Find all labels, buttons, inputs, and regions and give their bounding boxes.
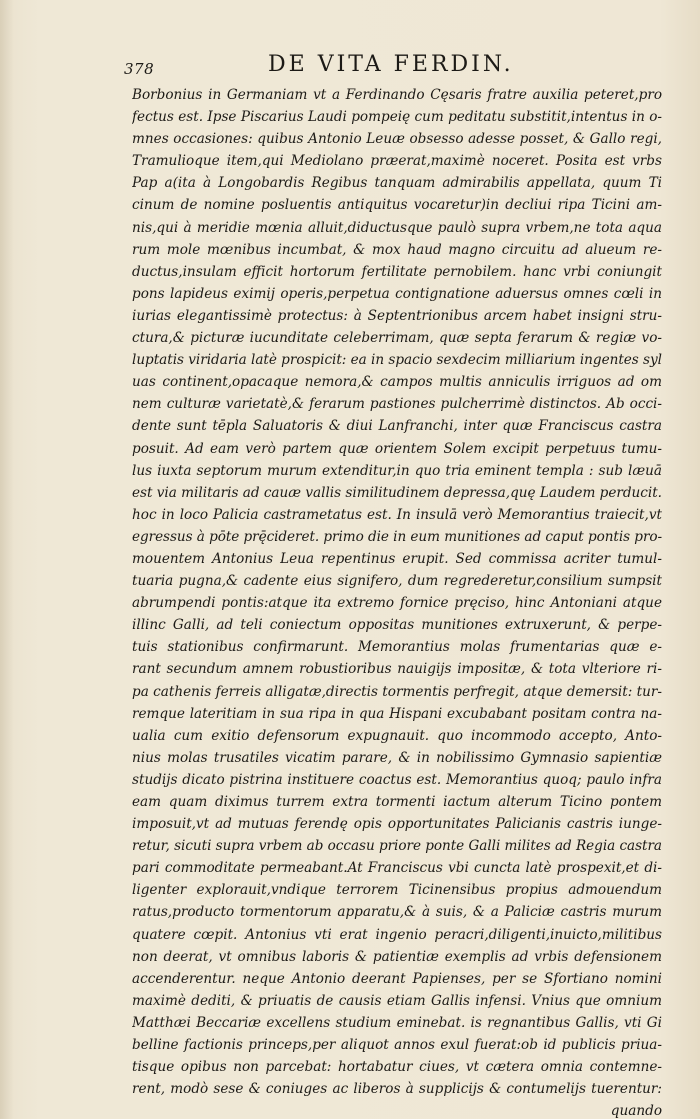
text-line: posuit. Ad eam verò partem quæ orientem Solem excipit perpetuus tumu-	[132, 440, 662, 457]
text-line: pa cathenis ferreis alligatæ,directis tormentis perfregit, atque demersit: tur-	[132, 683, 662, 700]
text-line: Matthæi Beccariæ excellens studium eminebat. is regnantibus Gallis, vti Gi	[132, 1014, 662, 1031]
text-line: accenderentur. neque Antonio deerant Papienses, per se Sfortiano nomini	[132, 970, 662, 987]
page-number: 378	[124, 60, 155, 78]
text-line: Pap a(ita à Longobardis Regibus tanquam admirabilis appellata, quum Ti	[132, 175, 662, 192]
text-line: tuaria pugna,& cadente eius signifero, dum regrederetur,consilium sumpsit	[132, 573, 662, 590]
text-line: nis,qui à meridie mœnia alluit,diductusque paulò supra vrbem,ne tota aqua	[132, 219, 662, 236]
text-line: ligenter explorauit,vndique terrorem Ticinensibus propius admouendum	[132, 882, 662, 899]
text-line: dente sunt tēpla Saluatoris & diui Lanfranchi, inter quæ Franciscus castra	[132, 418, 662, 435]
text-line: belline factionis princeps,per aliquot annos exul fuerat:ob id publicis priua-	[132, 1037, 662, 1054]
text-line: ductus,insulam efficit hortorum fertilitate pernobilem. hanc vrbi coniungit	[132, 263, 662, 280]
text-line: quatere cœpit. Antonius vti erat ingenio peracri,diligenti,inuicto,militibus	[132, 926, 662, 943]
text-line: mnes occasiones: quibus Antonio Leuæ obsesso adesse posset, & Gallo regi,	[132, 131, 662, 148]
text-line: uas continent,opacaque nemora,& campos multis anniculis irriguos ad om	[132, 374, 662, 391]
text-line: iurias elegantissimè protectus: à Septentrionibus arcem habet insigni stru-	[132, 307, 662, 324]
text-line: illinc Galli, ad teli coniectum oppositas munitiones extruxerunt, & perpe-	[132, 617, 662, 634]
text-line: ctura,& picturæ iucunditate celeberrimam, quæ septa ferarum & regiæ vo-	[132, 330, 662, 347]
catchword: quando	[610, 1103, 662, 1119]
text-line: Tramulioque item,qui Mediolano præerat,maximè noceret. Posita est vrbs	[132, 153, 662, 170]
body-text	[132, 84, 662, 1119]
text-line: luptatis viridaria latè prospicit: ea in spacio sexdecim milliarium ingentes syl	[132, 352, 662, 369]
text-line: rum mole mœnibus incumbat, & mox haud magno circuitu ad alueum re-	[132, 241, 662, 258]
text-line: imposuit,vt ad mutuas ferendę opis opportunitates Palicianis castris iunge-	[132, 816, 662, 833]
text-line: egressus à pōte prę̄cideret. primo die in eum munitiones ad caput pontis pro-	[132, 528, 662, 545]
text-line: ratus,producto tormentorum apparatu,& à suis, & a Paliciæ castris murum	[132, 904, 662, 921]
text-line: lus iuxta septorum murum extenditur,in quo tria eminent templa : sub læuā	[132, 462, 662, 479]
text-line: cinum de nomine posluentis antiquitus vocaretur)in decliui ripa Ticini am-	[132, 197, 662, 214]
text-line: maximè dediti, & priuatis de causis etiam Gallis infensi. Vnius que omnium	[132, 992, 662, 1009]
text-line: pons lapideus eximij operis,perpetua contignatione aduersus omnes cœli in	[132, 285, 662, 302]
text-line: eam quam diximus turrem extra tormenti iactum alterum Ticino pontem	[132, 794, 662, 810]
text-line: tisque opibus non parcebat: hortabatur ciues, vt cætera omnia contemne-	[132, 1059, 662, 1076]
text-line: abrumpendi pontis:atque ita extremo fornice pręciso, hinc Antoniani atque	[132, 595, 662, 612]
text-line: retur, sicuti supra vrbem ab occasu priore ponte Galli milites ad Regia castra	[132, 838, 662, 855]
text-line: est via militaris ad cauæ vallis similitudinem depressa,quę Laudem perducit.	[132, 484, 662, 501]
text-line: mouentem Antonius Leua repentinus erupit. Sed commissa acriter tumul-	[132, 550, 662, 567]
running-head: DE VITA FERDIN.	[268, 52, 514, 77]
text-line: rent, modò sese & coniuges ac liberos à supplicijs & contumelijs tuerentur:	[132, 1081, 662, 1098]
text-line: hoc in loco Palicia castrametatus est. In insulā verò Memorantius traiecit,vt	[132, 506, 662, 523]
text-line: Borbonius in Germaniam vt a Ferdinando Cęsaris fratre auxilia peteret,pro	[132, 87, 662, 103]
text-line: non deerat, vt omnibus laboris & patientiæ exemplis ad vrbis defensionem	[132, 948, 662, 965]
text-line: studijs dicato pistrina instituere coactus est. Memorantius quoq; paulo infra	[132, 771, 662, 788]
text-line: tuis stationibus confirmarunt. Memorantius molas frumentarias quæ e-	[132, 639, 662, 656]
text-line: rant secundum amnem robustioribus nauigijs impositæ, & tota vlteriore ri-	[132, 661, 662, 678]
text-line: ualia cum exitio defensorum expugnauit. quo incommodo accepto, Anto-	[132, 727, 662, 744]
text-line: nius molas trusatiles vicatim parare, & in nobilissimo Gymnasio sapientiæ	[132, 749, 662, 766]
text-line: pari commoditate permeabant.At Franciscus vbi cuncta latè prospexit,et di-	[132, 860, 662, 877]
text-line: fectus est. Ipse Piscarius Laudi pompeię cum peditatu substitit,intentus in o-	[132, 109, 662, 126]
text-line: nem culturæ varietatè,& ferarum pastiones pulcherrimè distinctos. Ab occi-	[132, 396, 662, 413]
text-line: remque lateritiam in sua ripa in qua Hispani excubabant positam contra na-	[132, 705, 662, 722]
